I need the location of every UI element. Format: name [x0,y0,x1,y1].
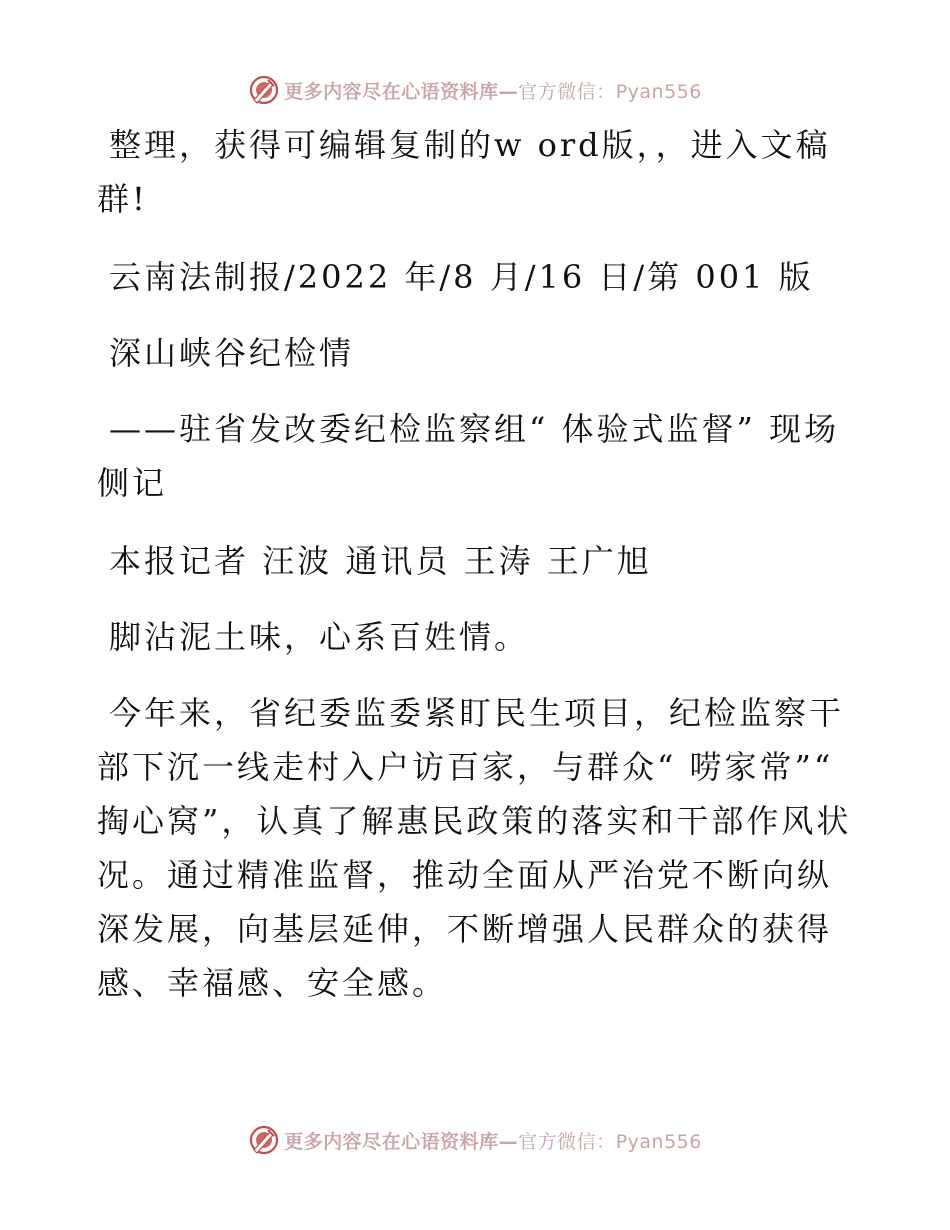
footer-watermark-banner [0,1120,950,1160]
body-paragraph: 今年来，省纪委监委紧盯民生项目，纪检监察干部下沉一线走村入户访百家，与群众“ 唠家常”“ 掏心窝”，认真了解惠民政策的落实和干部作风状况。通过精准监督，推动全面从严治党不断向纵深发展，向基层延伸，不断增强人民群众的获得感、幸福感、安全感。 [97,694,852,1002]
article-title: 深山峡谷纪检情 [109,334,355,372]
byline: 本报记者 汪波 通讯员 王涛 王广旭 [109,542,652,580]
lead-sentence: 脚沾泥土味，心系百姓情。 [109,618,530,656]
pen-seal-icon [248,74,280,106]
header-watermark-banner [0,70,950,110]
watermark-text: 更多内容尽在心语资料库—官方微信：Pyan556 [284,1130,702,1153]
intro-paragraph: 整理，获得可编辑复制的w ord版，，进入文稿群! [97,126,831,218]
source-line: 云南法制报/2022 年/8 月/16 日/第 001 版 [109,258,814,296]
pen-seal-icon [248,1124,280,1156]
document-body [97,118,857,1034]
watermark-text: 更多内容尽在心语资料库—官方微信：Pyan556 [284,80,702,103]
article-subtitle: ——驻省发改委纪检监察组“ 体验式监督” 现场侧记 [97,410,840,502]
